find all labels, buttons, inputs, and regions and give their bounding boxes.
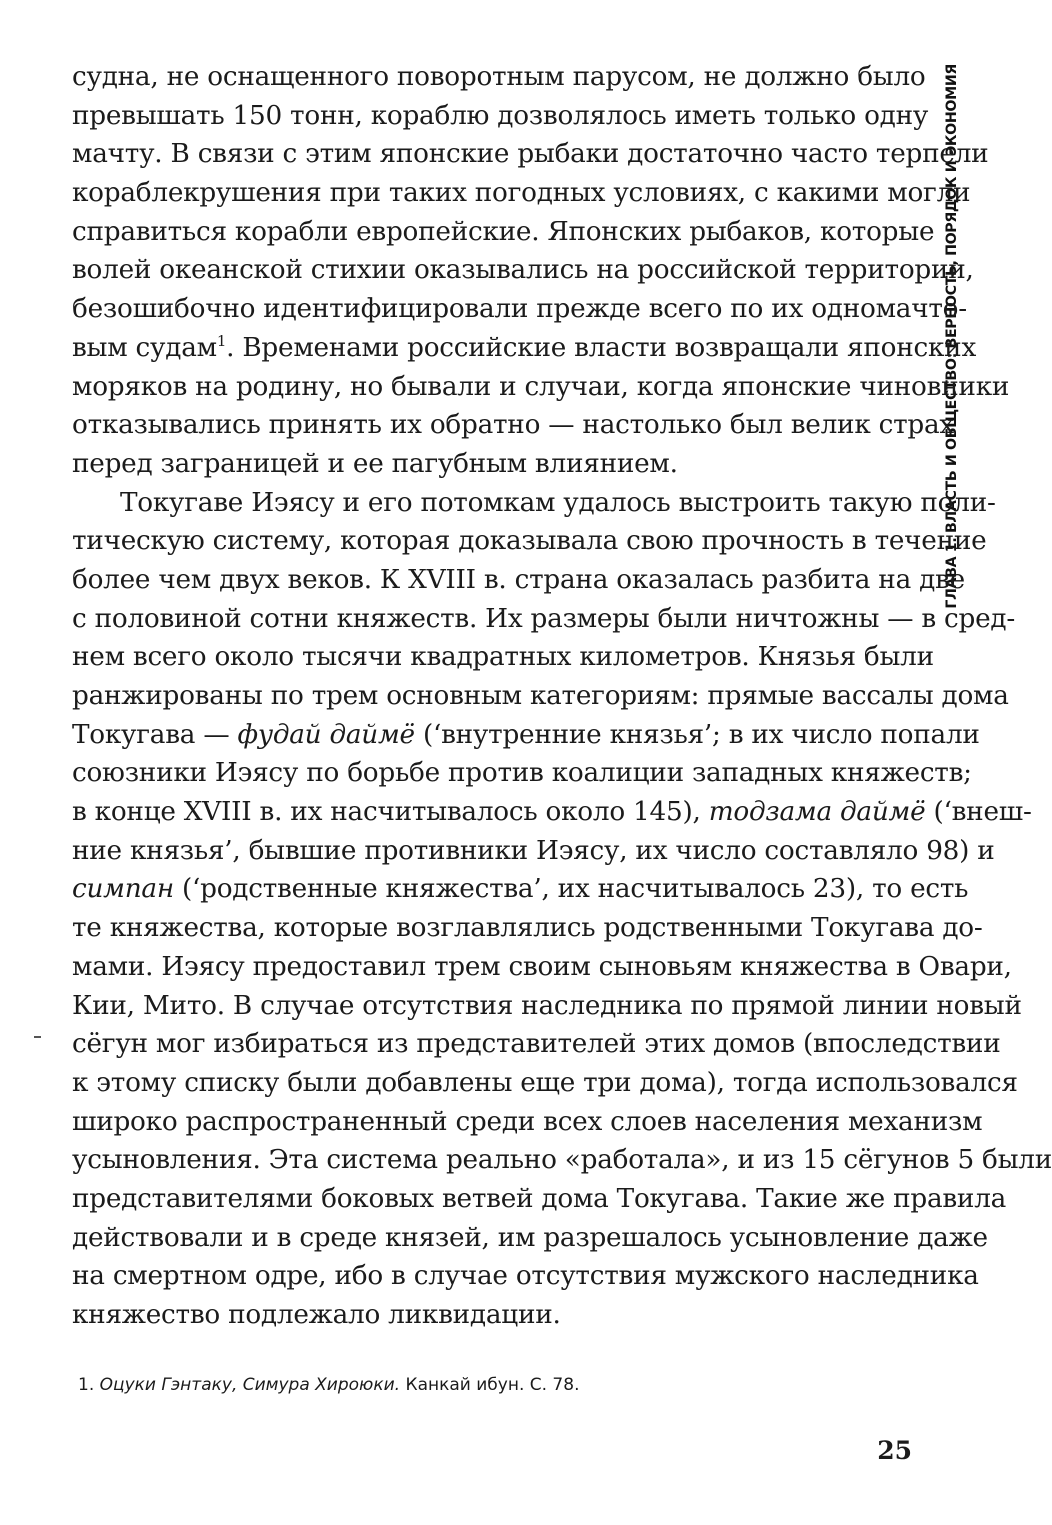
footnote-authors: Оцуки Гэнтаку, Симура Хироюки.: [99, 1375, 401, 1395]
text-fragment: Токугава —: [72, 719, 238, 750]
text-line: волей океанской стихии оказывались на российской территории,: [72, 255, 974, 286]
text-line: союзники Иэясу по борьбе против коалиции западных княжеств;: [72, 758, 972, 789]
text-line: более чем двух веков. К XVIII в. страна оказалась разбита на две: [72, 564, 965, 595]
text-line: Токугаве Иэясу и его потомкам удалось выстроить такую поли-: [120, 487, 996, 518]
text-line: превышать 150 тонн, кораблю дозволялось иметь только одну: [72, 100, 929, 131]
text-line: к этому списку были добавлены еще три дома), тогда использовался: [72, 1067, 1018, 1098]
text-fragment: (‘внутренние князья’; в их число попали: [414, 719, 980, 750]
text-fragment: вым судам: [72, 332, 217, 363]
text-line: судна, не оснащенного поворотным парусом, не должно было: [72, 62, 926, 92]
page-number: 25: [877, 1436, 912, 1465]
text-line: мачту. В связи с этим японские рыбаки достаточно часто терпели: [72, 139, 989, 170]
text-line: мами. Иэясу предоставил трем своим сыновьям княжества в Овари,: [72, 951, 1012, 982]
text-line: нем всего около тысячи квадратных километров. Князья были: [72, 642, 934, 673]
text-line: княжество подлежало ликвидации.: [72, 1300, 561, 1330]
text-line: представителями боковых ветвей дома Токугава. Такие же правила: [72, 1183, 1007, 1214]
text-line: моряков на родину, но бывали и случаи, когда японские чиновники: [72, 371, 1010, 402]
footnote-reference[interactable]: 1: [216, 331, 227, 350]
margin-mark: [34, 1036, 41, 1038]
text-fragment: (‘внеш-: [925, 797, 1032, 828]
italic-term: симпан: [72, 874, 174, 905]
text-line: перед заграницей и ее пагубным влиянием.: [72, 448, 678, 479]
text-fragment: . Временами российские власти возвращали японских: [226, 332, 977, 363]
text-line: сёгун мог избираться из представителей этих домов (впоследствии: [72, 1029, 1001, 1060]
text-line: действовали и в среде князей, им разрешалось усыновление даже: [72, 1222, 988, 1253]
text-line: те княжества, которые возглавлялись родственными Токугава до-: [72, 913, 983, 944]
text-fragment: в конце XVIII в. их насчитывалось около 145),: [72, 797, 709, 828]
text-fragment: (‘родственные княжества’, их насчитывалось 23), то есть: [173, 874, 969, 905]
text-line: ние князья’, бывшие противники Иэясу, их число составляло 98) и: [72, 835, 995, 866]
footnote-number: 1.: [78, 1375, 95, 1395]
italic-term: тодзама даймё: [708, 797, 926, 828]
text-line: [72, 329, 977, 368]
text-line: с половиной сотни княжеств. Их размеры были ничтожны — в сред-: [72, 603, 1016, 634]
italic-term: фудай даймё: [237, 719, 415, 750]
text-line: ранжированы по трем основным категориям: прямые вассалы дома: [72, 681, 1009, 711]
text-line: усыновления. Эта система реально «работала», и из 15 сёгунов 5 были: [72, 1145, 1052, 1176]
text-line: широко распространенный среди всех слоев населения механизм: [72, 1106, 983, 1137]
text-line: Кии, Мито. В случае отсутствия наследника по прямой линии новый: [72, 990, 1022, 1021]
text-line: [72, 870, 969, 909]
text-line: кораблекрушения при таких погодных условиях, с какими могли: [72, 178, 971, 209]
text-line: справиться корабли европейские. Японских рыбаков, которые: [72, 216, 935, 247]
footnote: [78, 1373, 579, 1397]
footnote-title: Канкай ибун. С. 78.: [405, 1375, 580, 1395]
text-line: на смертном одре, ибо в случае отсутствия мужского наследника: [72, 1261, 979, 1292]
text-line: безошибочно идентифицировали прежде всего по их одномачто-: [72, 294, 967, 325]
text-line: [72, 793, 1032, 832]
running-header-text: ГЛАВА 1. ВЛАСТЬ И ОБЩЕСТВО: ВЕРНОСТЬ, ПОРЯДОК И ЭКОНОМИЯ: [944, 64, 960, 609]
text-line: [72, 716, 980, 755]
text-line: отказывались принять их обратно — настолько был велик страх: [72, 410, 954, 441]
text-line: тическую систему, которая доказывала свою прочность в течение: [72, 526, 987, 557]
